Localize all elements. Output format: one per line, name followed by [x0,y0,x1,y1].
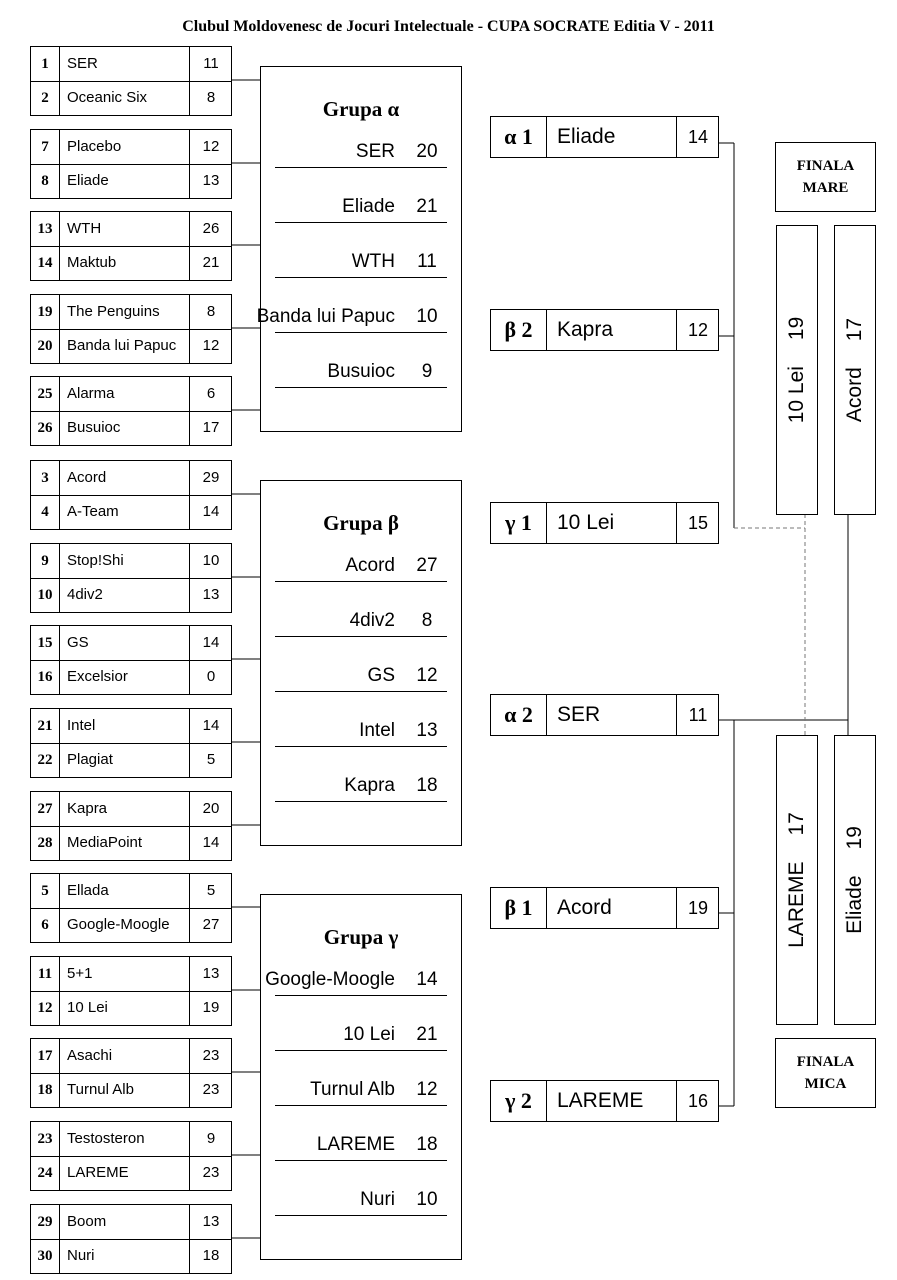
team-name: Placebo [67,138,122,155]
group-team: Banda lui Papuc [256,306,395,327]
group-row [275,1020,447,1051]
group-box [260,894,462,1260]
team-name: Maktub [67,254,117,271]
finala-mare-label: FINALA MARE [775,142,876,212]
team-score: 13 [189,1205,232,1239]
team-score: 23 [189,1156,232,1190]
seed-number: 20 [31,329,60,363]
match-row [31,47,231,82]
qualifier-box [490,502,719,544]
qualifier-label: α 2 [491,695,547,735]
team-name: Boom [67,1213,107,1230]
team-score: 6 [189,377,232,411]
team-score: 12 [189,329,232,363]
seed-number: 17 [31,1039,60,1073]
finala-mica-team-box [776,735,818,1025]
qualifier-score: 12 [676,310,719,350]
team-name: Intel [67,717,96,734]
group-box [260,480,462,846]
team-score: 8 [189,81,232,115]
team-score: 8 [189,295,232,329]
group-score: 10 [416,1189,438,1210]
group-team: Nuri [360,1189,395,1210]
qualifier-box [490,694,719,736]
group-team: Busuioc [327,361,395,382]
group-team: Kapra [344,775,395,796]
match-row [31,246,231,280]
team-score: 14 [189,709,232,743]
qualifier-team: Acord [557,896,612,919]
group-team: Acord [345,555,395,576]
match-pair [30,791,232,861]
team-name: WTH [67,220,102,237]
match-pair [30,708,232,778]
group-box [256,66,462,432]
match-pair [30,873,232,943]
group-row [265,965,447,996]
seed-number: 16 [31,660,60,694]
match-pair [30,460,232,530]
team-score: 18 [189,1239,232,1273]
match-row [31,461,231,496]
team-score: 23 [189,1039,232,1073]
team-name: The Penguins [67,303,160,320]
team-name: Stop!Shi [67,552,124,569]
team-name: Eliade [67,172,109,189]
final-score: 19 [785,316,808,341]
team-name: 5+1 [67,965,93,982]
match-row [31,164,231,198]
group-score: 14 [416,969,438,990]
match-row [31,411,231,445]
seed-number: 6 [31,908,60,942]
match-row [31,626,231,661]
seed-number: 12 [31,991,60,1025]
seed-number: 8 [31,164,60,198]
team-score: 5 [189,743,232,777]
seed-number: 26 [31,411,60,445]
group-score: 12 [416,1079,438,1100]
group-team: LAREME [316,1134,395,1155]
seed-number: 29 [31,1205,60,1239]
finala-mica-team-box [834,735,876,1025]
match-pair [30,46,232,116]
finala-mare-team-box [834,225,876,515]
group-score: 18 [416,775,438,796]
group-row [275,1130,447,1161]
final-team: LAREME [785,861,808,948]
team-score: 14 [189,495,232,529]
team-score: 10 [189,544,232,578]
match-row [31,743,231,777]
group-score: 8 [421,610,433,631]
group-score: 9 [421,361,433,382]
seed-number: 4 [31,495,60,529]
qualifier-box [490,1080,719,1122]
team-score: 23 [189,1073,232,1107]
page-title: Clubul Moldovenesc de Jocuri Intelectuale - CUPA SOCRATE Editia V - 2011 [182,18,715,35]
team-score: 5 [189,874,232,908]
qualifier-label: β 1 [491,888,547,928]
qualifier-team: Kapra [557,318,614,341]
seed-number: 14 [31,246,60,280]
seed-number: 13 [31,212,60,246]
group-row [275,1185,447,1216]
qualifier-score: 16 [676,1081,719,1121]
team-name: Testosteron [67,1130,145,1147]
team-score: 29 [189,461,232,495]
match-row [31,212,231,247]
qualifier-score: 14 [676,117,719,157]
group-team: Intel [359,720,395,741]
team-score: 13 [189,164,232,198]
group-title: Grupa α [322,97,400,121]
group-row [275,247,447,278]
final-score: 17 [785,812,808,836]
group-team: WTH [351,251,395,272]
seed-number: 2 [31,81,60,115]
group-team: Eliade [342,196,395,217]
seed-number: 30 [31,1239,60,1273]
team-name: Acord [67,469,107,486]
team-name: A-Team [67,503,119,520]
seed-number: 7 [31,130,60,164]
match-pair [30,956,232,1026]
match-pair [30,543,232,613]
group-row [275,661,447,692]
team-score: 14 [189,626,232,660]
finala-mica-label: FINALA MICA [775,1038,876,1108]
match-row [31,329,231,363]
seed-number: 21 [31,709,60,743]
team-score: 27 [189,908,232,942]
match-row [31,578,231,612]
match-row [31,1205,231,1240]
final-score: 19 [843,826,866,850]
final-team: 10 Lei [785,366,808,424]
match-row [31,81,231,115]
team-name: MediaPoint [67,834,143,851]
team-name: Kapra [67,800,108,817]
group-team: Turnul Alb [310,1079,395,1100]
team-score: 26 [189,212,232,246]
seed-number: 5 [31,874,60,908]
team-name: GS [67,634,89,651]
group-title: Grupa γ [323,925,399,949]
seed-number: 24 [31,1156,60,1190]
seed-number: 28 [31,826,60,860]
group-score: 13 [416,720,438,741]
qualifier-box [490,309,719,351]
team-score: 12 [189,130,232,164]
team-name: Alarma [67,385,115,402]
seed-number: 25 [31,377,60,411]
team-score: 13 [189,957,232,991]
match-pair [30,376,232,446]
final-score: 17 [843,317,866,342]
team-name: Excelsior [67,668,128,685]
team-score: 14 [189,826,232,860]
team-name: Oceanic Six [67,89,148,106]
final-team: Eliade [843,875,866,934]
group-score: 20 [416,141,438,162]
group-row [275,606,447,637]
team-score: 21 [189,246,232,280]
group-row [275,771,447,802]
match-pair [30,129,232,199]
qualifier-label: β 2 [491,310,547,350]
qualifier-label: γ 1 [491,503,547,543]
qualifier-box [490,887,719,929]
match-row [31,130,231,165]
seed-number: 10 [31,578,60,612]
qualifier-team: LAREME [557,1089,644,1112]
team-name: Asachi [67,1047,113,1064]
group-score: 12 [416,665,438,686]
match-row [31,957,231,992]
seed-number: 22 [31,743,60,777]
qualifier-score: 15 [676,503,719,543]
match-row [31,874,231,909]
match-row [31,495,231,529]
team-score: 13 [189,578,232,612]
team-name: Google-Moogle [67,916,170,933]
qualifier-team: Eliade [557,125,616,148]
group-score: 27 [416,555,438,576]
match-pair [30,1038,232,1108]
seed-number: 27 [31,792,60,826]
group-team: Google-Moogle [265,969,395,990]
team-name: 4div2 [67,586,103,603]
team-name: SER [67,55,98,72]
group-row [275,716,447,747]
qualifier-score: 11 [676,695,719,735]
group-team: GS [367,665,395,686]
match-row [31,544,231,579]
match-row [31,1239,231,1273]
match-row [31,1073,231,1107]
group-row [275,137,447,168]
group-score: 18 [416,1134,438,1155]
group-score: 11 [417,251,437,272]
match-row [31,377,231,412]
group-score: 21 [416,196,438,217]
match-pair [30,211,232,281]
team-name: 10 Lei [67,999,108,1016]
seed-number: 9 [31,544,60,578]
match-row [31,295,231,330]
group-row [275,551,447,582]
qualifier-team: SER [557,703,601,726]
group-score: 10 [416,306,438,327]
qualifier-score: 19 [676,888,719,928]
seed-number: 19 [31,295,60,329]
team-score: 17 [189,411,232,445]
match-pair [30,294,232,364]
group-score: 21 [416,1024,438,1045]
team-score: 0 [189,660,232,694]
qualifier-label: α 1 [491,117,547,157]
final-team: Acord [843,367,866,423]
qualifier-team: 10 Lei [557,511,615,534]
team-name: Nuri [67,1247,95,1264]
group-row [256,302,447,333]
seed-number: 15 [31,626,60,660]
team-score: 11 [189,47,232,81]
group-team: 10 Lei [343,1024,395,1045]
group-row [275,192,447,223]
seed-number: 11 [31,957,60,991]
team-name: Plagiat [67,751,113,768]
seed-number: 23 [31,1122,60,1156]
group-row [275,1075,447,1106]
group-title: Grupa β [323,511,399,535]
match-row [31,792,231,827]
team-name: Ellada [67,882,109,899]
match-row [31,1122,231,1157]
team-name: Banda lui Papuc [67,337,177,354]
match-row [31,991,231,1025]
team-name: LAREME [67,1164,129,1181]
match-row [31,660,231,694]
match-row [31,1039,231,1074]
seed-number: 18 [31,1073,60,1107]
match-pair [30,1121,232,1191]
match-row [31,1156,231,1190]
finala-mare-team-box [776,225,818,515]
team-score: 20 [189,792,232,826]
qualifier-label: γ 2 [491,1081,547,1121]
match-row [31,908,231,942]
match-pair [30,625,232,695]
group-team: 4div2 [349,610,395,631]
match-row [31,709,231,744]
team-score: 19 [189,991,232,1025]
match-pair [30,1204,232,1274]
group-row [275,357,447,388]
seed-number: 3 [31,461,60,495]
team-name: Turnul Alb [67,1081,134,1098]
seed-number: 1 [31,47,60,81]
team-score: 9 [189,1122,232,1156]
match-row [31,826,231,860]
team-name: Busuioc [67,419,121,436]
group-team: SER [355,141,395,162]
qualifier-box [490,116,719,158]
